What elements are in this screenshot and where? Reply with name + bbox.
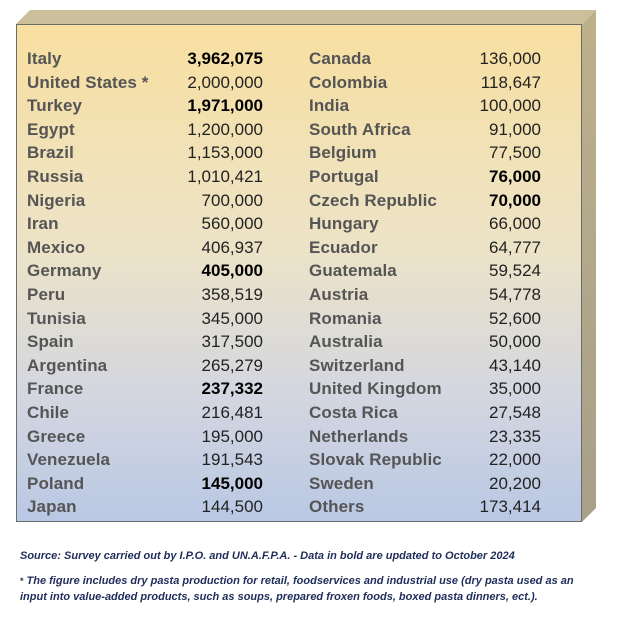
production-value: 345,000 — [201, 308, 263, 328]
country-name: Tunisia — [27, 308, 86, 328]
left-column — [27, 47, 263, 519]
table-row — [309, 377, 541, 401]
country-name: France — [27, 379, 84, 399]
table-row — [27, 165, 263, 189]
country-name: Colombia — [309, 72, 388, 92]
country-name: Nigeria — [27, 190, 86, 210]
country-name: Sweden — [309, 473, 374, 493]
production-value: 64,777 — [489, 237, 541, 257]
country-name: India — [309, 96, 350, 116]
country-name: Brazil — [27, 143, 74, 163]
table-row — [27, 307, 263, 331]
country-name: Portugal — [309, 166, 379, 186]
table-row — [27, 330, 263, 354]
country-name: Costa Rica — [309, 402, 398, 422]
table-row — [309, 425, 541, 449]
country-name: Argentina — [27, 355, 108, 375]
production-value: 20,200 — [489, 473, 541, 493]
production-value: 1,153,000 — [187, 143, 263, 163]
table-row — [27, 236, 263, 260]
production-value: 91,000 — [489, 119, 541, 139]
country-name: Netherlands — [309, 426, 409, 446]
production-value: 1,010,421 — [187, 166, 263, 186]
table-row — [309, 307, 541, 331]
table-row — [309, 354, 541, 378]
table-row — [309, 141, 541, 165]
production-value: 216,481 — [201, 402, 263, 422]
production-value: 70,000 — [489, 190, 541, 210]
table-row — [309, 330, 541, 354]
country-name: Poland — [27, 473, 85, 493]
country-name: Russia — [27, 166, 84, 186]
production-value: 3,962,075 — [187, 49, 263, 68]
country-name: Romania — [309, 308, 382, 328]
country-name: Switzerland — [309, 355, 405, 375]
table-row — [27, 47, 263, 71]
table-row — [27, 141, 263, 165]
table-row — [309, 71, 541, 95]
production-value: 2,000,000 — [187, 72, 263, 92]
country-name: Iran — [27, 214, 59, 234]
table-row — [309, 47, 541, 71]
table-row — [27, 448, 263, 472]
production-value: 145,000 — [201, 473, 263, 493]
country-name: Austria — [309, 284, 369, 304]
table-row — [27, 71, 263, 95]
production-value: 560,000 — [201, 214, 263, 234]
production-value: 136,000 — [479, 49, 541, 68]
production-value: 66,000 — [489, 214, 541, 234]
table-row — [27, 118, 263, 142]
production-value: 237,332 — [201, 379, 263, 399]
production-value: 173,414 — [479, 497, 541, 517]
source-note: Source: Survey carried out by I.P.O. and UN.A.F.P.A. - Data in bold are updated to October 2024 — [20, 550, 515, 562]
table-row — [27, 354, 263, 378]
table-front-panel — [16, 24, 582, 522]
table-row — [309, 236, 541, 260]
country-name: Others — [309, 497, 365, 517]
table-box — [16, 10, 596, 522]
table-row — [309, 94, 541, 118]
table-row — [309, 401, 541, 425]
table-row — [27, 472, 263, 496]
footnote — [20, 573, 580, 605]
production-value: 406,937 — [201, 237, 263, 257]
country-name: Italy — [27, 49, 62, 68]
table-row — [309, 212, 541, 236]
production-value: 405,000 — [201, 261, 263, 281]
production-value: 52,600 — [489, 308, 541, 328]
table-row — [309, 165, 541, 189]
production-value: 317,500 — [201, 332, 263, 352]
table-row — [27, 212, 263, 236]
country-name: Hungary — [309, 214, 379, 234]
country-name: Czech Republic — [309, 190, 437, 210]
country-name: Mexico — [27, 237, 86, 257]
production-value: 265,279 — [201, 355, 263, 375]
table-row — [309, 118, 541, 142]
production-value: 100,000 — [479, 96, 541, 116]
production-value: 358,519 — [201, 284, 263, 304]
country-name: United States * — [27, 72, 149, 92]
table-row — [27, 377, 263, 401]
country-name: Slovak Republic — [309, 450, 442, 470]
table-row — [27, 189, 263, 213]
footnote-text: The figure includes dry pasta production for retail, foodservices and industrial use (dry pasta used as an input into value-added products, such as soups, prepared froxen foods, boxed pasta dinners, ect.). — [20, 575, 574, 603]
country-name: Belgium — [309, 143, 377, 163]
production-value: 59,524 — [489, 261, 541, 281]
country-name: Venezuela — [27, 450, 111, 470]
country-name: United Kingdom — [309, 379, 442, 399]
country-name: Germany — [27, 261, 102, 281]
production-value: 76,000 — [489, 166, 541, 186]
production-value: 144,500 — [201, 497, 263, 517]
production-value: 191,543 — [201, 450, 263, 470]
table-row — [309, 189, 541, 213]
country-name: Australia — [309, 332, 383, 352]
production-value: 195,000 — [201, 426, 263, 446]
production-value: 118,647 — [480, 72, 541, 92]
table-row — [309, 259, 541, 283]
production-value: 50,000 — [489, 332, 541, 352]
table-row — [309, 448, 541, 472]
footnote-mark: * — [20, 576, 24, 586]
production-value: 27,548 — [489, 402, 541, 422]
right-column — [309, 47, 541, 519]
table-row — [27, 259, 263, 283]
table-row — [27, 495, 263, 519]
production-value: 43,140 — [489, 355, 541, 375]
country-name: Egypt — [27, 119, 75, 139]
country-name: South Africa — [309, 119, 411, 139]
production-value: 35,000 — [489, 379, 541, 399]
production-value: 22,000 — [489, 450, 541, 470]
production-value: 1,200,000 — [187, 119, 263, 139]
country-name: Japan — [27, 497, 77, 517]
box-top-face — [16, 10, 596, 24]
box-side-face — [582, 10, 596, 522]
country-name: Spain — [27, 332, 74, 352]
table-row — [309, 283, 541, 307]
production-value: 77,500 — [489, 143, 541, 163]
table-row — [309, 495, 541, 519]
production-value: 23,335 — [489, 426, 541, 446]
production-value: 700,000 — [201, 190, 263, 210]
table-row — [27, 401, 263, 425]
country-name: Canada — [309, 49, 372, 68]
production-value: 1,971,000 — [187, 96, 263, 116]
country-name: Turkey — [27, 96, 83, 116]
table-row — [309, 472, 541, 496]
country-name: Guatemala — [309, 261, 397, 281]
production-value: 54,778 — [489, 284, 541, 304]
country-name: Chile — [27, 402, 70, 422]
country-name: Peru — [27, 284, 66, 304]
table-row — [27, 283, 263, 307]
country-name: Ecuador — [309, 237, 378, 257]
table-row — [27, 425, 263, 449]
table-row — [27, 94, 263, 118]
country-name: Greece — [27, 426, 86, 446]
